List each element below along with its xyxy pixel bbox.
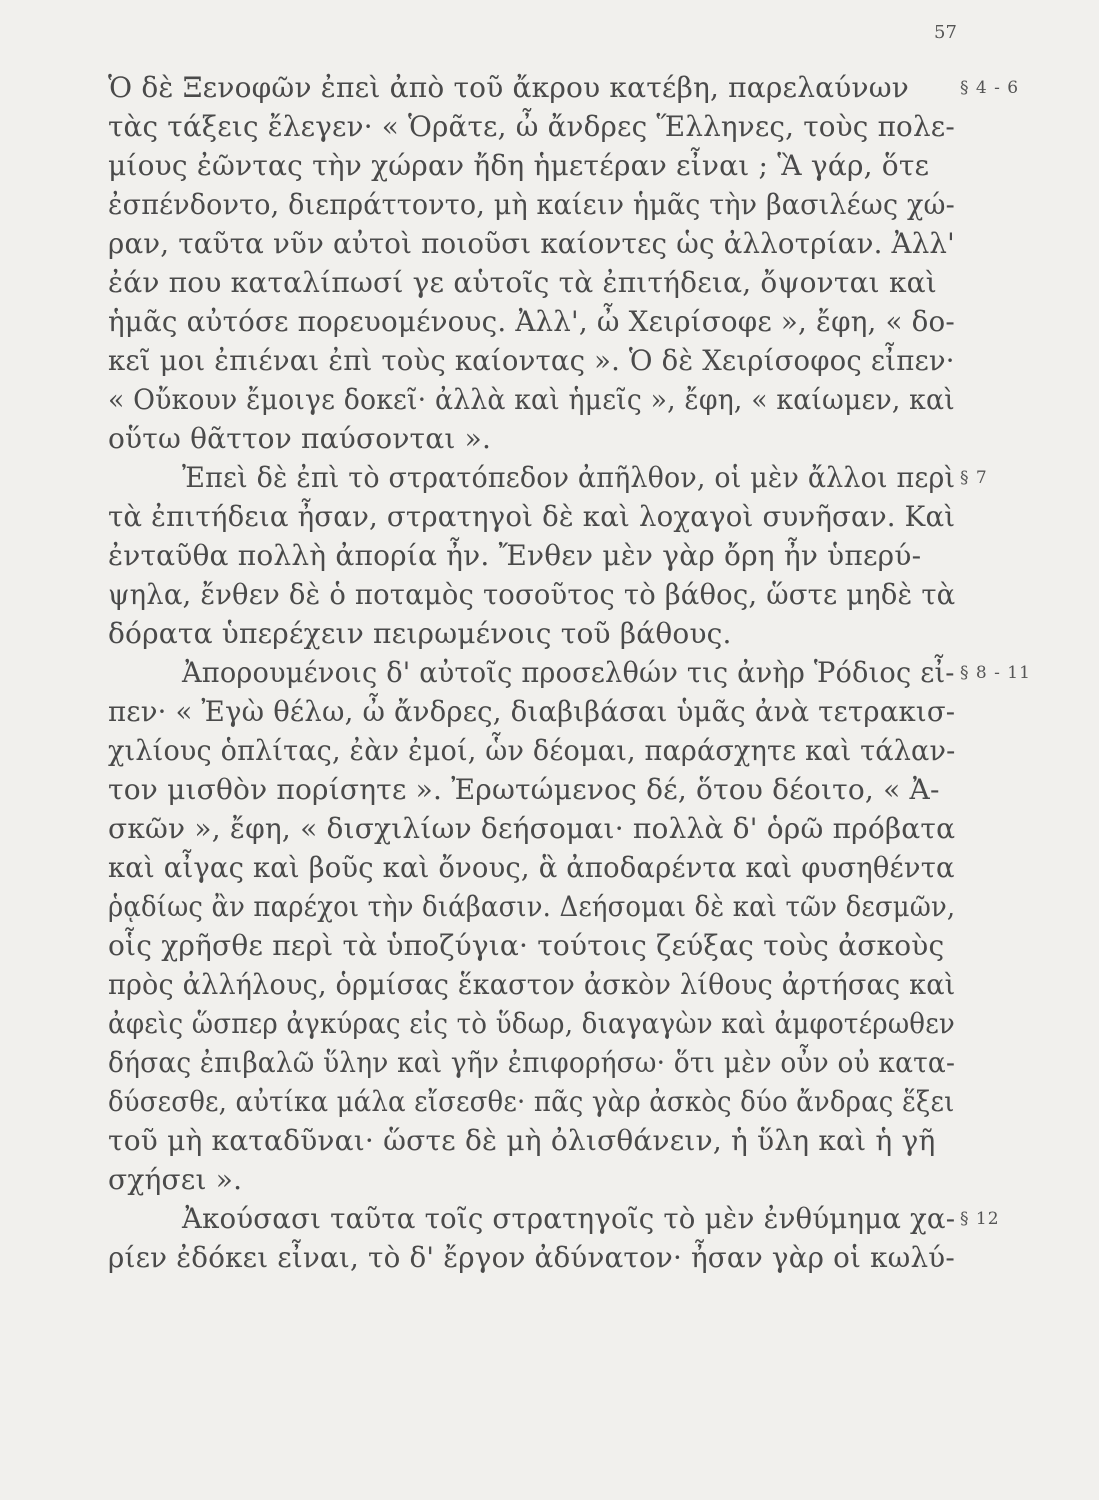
section-reference: § 7 — [960, 468, 988, 488]
text-line: οὕτω θᾶττον παύσονται ». — [108, 422, 492, 455]
text-line: τοῦ μὴ καταδῦναι· ὥστε δὲ μὴ ὀλισθάνειν, ἡ ὕλη καὶ ἡ γῆ — [108, 1124, 936, 1157]
text-line: « Οὔκουν ἔμοιγε δοκεῖ· ἀλλὰ καὶ ἡμεῖς », ἔφη, « καίωμεν, καὶ — [108, 383, 955, 416]
text-line: ἐνταῦθα πολλὴ ἀπορία ἦν. Ἔνθεν μὲν γὰρ ὄρη ἦν ὑπερύ- — [108, 539, 922, 572]
text-line: ρίεν ἐδόκει εἶναι, τὸ δ' ἔργον ἀδύνατον· ἦσαν γὰρ οἱ κωλύ- — [108, 1241, 955, 1274]
text-line: ῥᾳδίως ἂν παρέχοι τὴν διάβασιν. Δεήσομαι δὲ καὶ τῶν δεσμῶν, — [108, 890, 956, 923]
text-line: σκῶν », ἔφη, « δισχιλίων δεήσομαι· πολλὰ δ' ὁρῶ πρόβατα — [108, 812, 956, 845]
text-line: ραν, ταῦτα νῦν αὐτοὶ ποιοῦσι καίοντες ὡς ἀλλοτρίαν. Ἀλλ' — [108, 227, 955, 260]
text-line: ἀφεὶς ὥσπερ ἀγκύρας εἰς τὸ ὕδωρ, διαγαγὼν καὶ ἀμφοτέρωθεν — [108, 1007, 956, 1040]
section-reference: § 8 - 11 — [960, 663, 1031, 683]
text-line: κεῖ μοι ἐπιέναι ἐπὶ τοὺς καίοντας ». Ὁ δὲ Χειρίσοφος εἶπεν· — [108, 344, 955, 377]
text-line: πρὸς ἀλλήλους, ὁρμίσας ἕκαστον ἀσκὸν λίθους ἀρτήσας καὶ — [108, 968, 956, 1001]
text-line: σχήσει ». — [108, 1163, 243, 1196]
section-reference: § 12 — [960, 1209, 1000, 1229]
text-line: Ὁ δὲ Ξενοφῶν ἐπεὶ ἀπὸ τοῦ ἄκρου κατέβη, παρελαύνων — [108, 71, 909, 104]
text-line: χιλίους ὁπλίτας, ἐὰν ἐμοί, ὧν δέομαι, παράσχητε καὶ τάλαν- — [108, 734, 956, 767]
text-line: δόρατα ὑπερέχειν πειρωμένοις τοῦ βάθους. — [108, 617, 732, 650]
text-line: δήσας ἐπιβαλῶ ὕλην καὶ γῆν ἐπιφορήσω· ὅτι μὲν οὖν οὐ κατα- — [108, 1046, 956, 1079]
text-line: τὰ ἐπιτήδεια ἦσαν, στρατηγοὶ δὲ καὶ λοχαγοὶ συνῆσαν. Καὶ — [108, 500, 956, 533]
text-line: Ἀπορουμένοις δ' αὐτοῖς προσελθών τις ἀνὴρ Ῥόδιος εἶ- — [182, 656, 955, 689]
text-line: Ἀκούσασι ταῦτα τοῖς στρατηγοῖς τὸ μὲν ἐνθύμημα χα- — [182, 1202, 956, 1235]
text-line: ἐάν που καταλίπωσί γε αὑτοῖς τὰ ἐπιτήδεια, ὄψονται καὶ — [108, 266, 937, 299]
text-line: τὰς τάξεις ἔλεγεν· « Ὁρᾶτε, ὦ ἄνδρες Ἕλληνες, τοὺς πολε- — [108, 110, 955, 143]
text-line: δύσεσθε, αὐτίκα μάλα εἴσεσθε· πᾶς γὰρ ἀσκὸς δύο ἄνδρας ἕξει — [108, 1085, 955, 1118]
text-line: καὶ αἶγας καὶ βοῦς καὶ ὄνους, ἃ ἀποδαρέντα καὶ φυσηθέντα — [108, 851, 955, 884]
page-number: 57 — [934, 22, 957, 43]
text-line: Ἐπεὶ δὲ ἐπὶ τὸ στρατόπεδον ἀπῆλθον, οἱ μὲν ἄλλοι περὶ — [182, 461, 956, 494]
text-line: ἐσπένδοντο, διεπράττοντο, μὴ καίειν ἡμᾶς τὴν βασιλέως χώ- — [108, 188, 955, 221]
text-line: πεν· « Ἐγὼ θέλω, ὦ ἄνδρες, διαβιβάσαι ὑμᾶς ἀνὰ τετρακισ- — [108, 695, 956, 728]
text-line: ἡμᾶς αὐτόσε πορευομένους. Ἀλλ', ὦ Χειρίσοφε », ἔφη, « δο- — [108, 305, 955, 338]
text-line: μίους ἐῶντας τὴν χώραν ἤδη ἡμετέραν εἶναι ; Ἃ γάρ, ὅτε — [108, 149, 930, 182]
section-reference: § 4 - 6 — [960, 78, 1020, 98]
text-line: ψηλα, ἔνθεν δὲ ὁ ποταμὸς τοσοῦτος τὸ βάθος, ὥστε μηδὲ τὰ — [108, 578, 956, 611]
text-line: οἷς χρῆσθε περὶ τὰ ὑποζύγια· τούτοις ζεύξας τοὺς ἀσκοὺς — [108, 929, 945, 962]
text-line: τον μισθὸν πορίσητε ». Ἐρωτώμενος δέ, ὅτου δέοιτο, « Ἀ- — [108, 773, 940, 806]
